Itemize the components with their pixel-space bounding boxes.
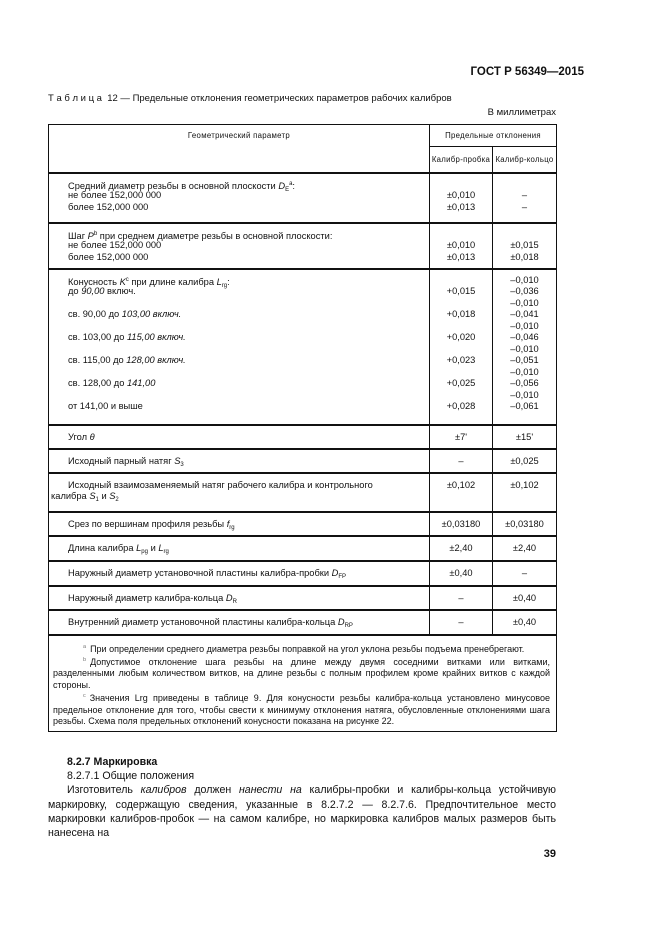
param-line [68, 321, 425, 333]
param-text: более 152,000 000 [68, 201, 149, 212]
ring-value: –0,010 [510, 297, 539, 308]
param-line [51, 593, 425, 605]
footnote-mark: b [83, 656, 87, 663]
param-cell [49, 610, 430, 635]
text: калибров [140, 784, 187, 797]
param-cell [49, 561, 430, 586]
param-text: Исходный взаимозаменяемый натяг рабочего калибра и контрольного [68, 479, 373, 490]
plug-value: – [458, 592, 464, 603]
ring-value: –0,036 [510, 286, 539, 296]
footnotes-row [49, 635, 557, 732]
plug-value [432, 229, 490, 241]
param-text: 1 [95, 497, 99, 503]
param-text: 2 [115, 497, 119, 503]
table-row [49, 269, 557, 425]
param-line [68, 229, 425, 241]
plug-value: ±7' [454, 431, 468, 442]
plug-value-cell [430, 586, 493, 610]
param-text: 141,00 [126, 378, 156, 388]
table-row [49, 425, 557, 449]
plug-value: ±0,102 [446, 479, 476, 490]
table-row [49, 173, 557, 223]
param-text: D [331, 567, 339, 578]
param-text: калибра [51, 491, 90, 501]
plug-value: +0,025 [446, 378, 476, 388]
plug-value: ±0,013 [446, 251, 476, 262]
plug-value: ±0,010 [446, 240, 476, 250]
plug-value: ±0,013 [446, 201, 476, 212]
ring-value: –0,041 [510, 309, 539, 319]
ring-value: ±0,40 [512, 616, 537, 627]
param-line [68, 401, 425, 413]
param-line [68, 179, 425, 191]
table-row [49, 449, 557, 473]
param-line [68, 332, 425, 344]
param-line [51, 568, 425, 580]
param-text: f [226, 518, 230, 529]
text: нанести на [238, 784, 302, 797]
text: должен [186, 784, 239, 797]
param-line [68, 309, 425, 321]
ring-value: –0,051 [510, 355, 539, 365]
table-row [49, 223, 557, 269]
plug-value-cell [430, 610, 493, 635]
col-header-param: Геометрический параметр [49, 125, 430, 173]
param-text: не более 152,000 000 [68, 190, 162, 200]
section-title: 8.2.7 Маркировка [67, 756, 158, 768]
plug-value-cell [430, 173, 493, 223]
param-line [68, 190, 425, 202]
param-text: 115,00 включ. [126, 332, 186, 342]
param-line [68, 390, 425, 402]
table-row [49, 610, 557, 635]
param-text: P [87, 230, 94, 241]
footnote [53, 691, 550, 727]
param-line [68, 275, 425, 287]
param-text: Срез по вершинам профиля резьбы [68, 518, 227, 529]
plug-value: +0,020 [446, 332, 476, 342]
param-text: S [89, 491, 96, 501]
plug-value-cell [430, 449, 493, 473]
body-text [48, 755, 556, 840]
param-cell [49, 473, 430, 512]
ring-value-cell [493, 512, 557, 536]
param-text: и [98, 491, 110, 501]
param-cell [49, 425, 430, 449]
param-cell [49, 223, 430, 269]
plug-value: ±0,40 [449, 567, 473, 578]
param-text: Внутренний диаметр установочной пластины калибра-кольца [68, 616, 338, 627]
param-text: Средний диаметр резьбы в основной плоскости [68, 180, 279, 191]
ring-value: ±0,102 [510, 479, 539, 490]
param-line [51, 480, 425, 492]
param-line [68, 344, 425, 356]
page-number: 39 [543, 848, 556, 860]
col-header-deviations: Предельные отклонения [430, 125, 557, 147]
footnote-text: При определении среднего диаметра резьбы поправкой на угол уклона резьбы подъема пренебрегают. [90, 643, 525, 654]
table-units: В миллиметрах [487, 107, 556, 118]
param-line [68, 355, 425, 367]
ring-value [495, 179, 554, 191]
param-text: Длина калибра [68, 542, 137, 553]
param-text: FP [338, 573, 346, 580]
tolerance-table [48, 124, 557, 732]
col-header-ring: Калибр-кольцо [493, 147, 557, 173]
param-text: rg [229, 524, 235, 531]
ring-value-cell [493, 269, 557, 425]
table-caption: Т а б л и ц а 12 — Предельные отклонения геометрических параметров рабочих калибров [48, 93, 452, 104]
param-text: S [174, 455, 181, 466]
plug-value [432, 390, 490, 402]
plug-value-cell [430, 473, 493, 512]
ring-value-cell [493, 173, 557, 223]
param-cell [49, 512, 430, 536]
param-text: 3 [180, 461, 184, 468]
param-text: a [289, 180, 293, 187]
plug-value: +0,023 [446, 355, 476, 365]
param-text: св. 128,00 до [68, 378, 127, 388]
param-line [68, 252, 425, 264]
ring-value: –0,010 [510, 320, 539, 331]
param-text: 90,00 [81, 286, 105, 296]
param-text: при длине калибра [128, 276, 217, 287]
plug-value [432, 344, 490, 356]
footnote-text: Значения Lrg приведены в таблице 9. Для конусности резьбы калибра-кольца установлено минусовое предельное отклонение для того, чтобы свести к минимуму отклонения натяга, обусловленные отклонениями шага резьбы. Схема поля предельных отклонений конусности показана на рисунке 22. [53, 693, 550, 726]
param-line [51, 456, 425, 468]
param-line [68, 240, 425, 252]
param-text: rg [163, 548, 169, 555]
ring-value-cell [493, 586, 557, 610]
param-text: более 152,000 000 [68, 251, 149, 262]
ring-value: –0,010 [510, 343, 539, 354]
param-line [51, 543, 425, 555]
param-text: S [109, 491, 116, 501]
plug-value: ±0,03180 [441, 518, 481, 529]
ring-value: –0,010 [510, 389, 539, 400]
param-text: D [225, 592, 233, 603]
ring-value-cell [493, 473, 557, 512]
plug-value: – [458, 616, 464, 627]
param-text: b [93, 230, 98, 237]
ring-value: – [521, 190, 528, 200]
ring-value-cell [493, 610, 557, 635]
param-text: Шаг [68, 230, 88, 241]
table-row [49, 473, 557, 512]
param-text: E [285, 186, 290, 193]
plug-value [432, 298, 490, 310]
param-text: : [227, 276, 230, 287]
ring-value: ±0,025 [510, 455, 539, 466]
ring-value: ±2,40 [512, 542, 537, 553]
param-text: св. 90,00 до [68, 309, 122, 319]
ring-value: –0,056 [510, 378, 539, 388]
param-text: c [125, 276, 129, 283]
param-text: L [136, 542, 142, 553]
footnote [53, 642, 550, 655]
param-text: до [68, 286, 82, 296]
param-text: : [292, 180, 296, 191]
table-row [49, 561, 557, 586]
ring-value: –0,046 [510, 332, 539, 342]
param-text: 128,00 включ. [126, 355, 186, 365]
paragraph [48, 783, 556, 840]
param-text: D [337, 616, 345, 627]
plug-value-cell [430, 269, 493, 425]
param-cell [49, 173, 430, 223]
param-text: θ [89, 431, 95, 442]
ring-value: ±0,03180 [505, 518, 544, 529]
param-text: rg [221, 282, 228, 289]
param-line [68, 298, 425, 310]
ring-value: – [521, 201, 528, 212]
param-text: Наружный диаметр установочной пластины калибра-пробки [68, 567, 332, 578]
ring-value [495, 229, 554, 241]
plug-value: ±2,40 [449, 542, 473, 553]
ring-value-cell [493, 425, 557, 449]
plug-value: +0,028 [446, 401, 476, 411]
param-text: Наружный диаметр калибра-кольца [68, 592, 226, 603]
param-text: св. 115,00 до [68, 355, 127, 365]
table-row [49, 536, 557, 561]
ring-value: –0,010 [510, 366, 539, 377]
param-text: включ. [104, 286, 136, 296]
ring-value: –0,061 [510, 401, 539, 411]
param-text: D [278, 180, 286, 191]
param-text: L [216, 276, 222, 287]
param-text: при среднем диаметре резьбы в основной плоскости: [97, 230, 333, 241]
param-line [51, 432, 425, 444]
param-text: R [232, 598, 237, 605]
param-text: Исходный парный натяг [68, 455, 175, 466]
param-line [68, 378, 425, 390]
plug-value-cell [430, 536, 493, 561]
plug-value [432, 367, 490, 379]
document-code: ГОСТ Р 56349—2015 [470, 66, 584, 78]
param-text: св. 103,00 до [68, 332, 127, 342]
param-text: и [147, 542, 159, 553]
ring-value: ±0,015 [510, 240, 539, 250]
param-line [68, 202, 425, 214]
param-text: L [158, 542, 164, 553]
text: Изготовитель [67, 784, 141, 797]
table-row [49, 586, 557, 610]
param-cell [49, 269, 430, 425]
plug-value [432, 321, 490, 333]
plug-value: +0,018 [446, 309, 476, 319]
plug-value-cell [430, 512, 493, 536]
plug-value: ±0,010 [446, 190, 476, 200]
footnote-text: Допустимое отклонение шага резьбы на длине между двумя соседними витками или витками, разделенными любым количеством витков, на длине резьбы с полным профилем кроме крайних витков с каждой стороны. [53, 656, 550, 690]
ring-value: – [521, 567, 528, 578]
plug-value-cell [430, 561, 493, 586]
footnote-mark: a [83, 643, 87, 650]
param-text: Конусность [68, 276, 120, 287]
col-header-plug: Калибр-пробка [430, 147, 493, 173]
subsection-title: 8.2.7.1 Общие положения [67, 770, 195, 783]
param-line [51, 519, 425, 531]
param-text: Угол [68, 431, 90, 442]
param-text: K [119, 276, 126, 287]
plug-value [432, 179, 490, 191]
param-cell [49, 449, 430, 473]
footnote-mark: c [83, 693, 86, 700]
ring-value-cell [493, 561, 557, 586]
param-text: pg [141, 548, 148, 555]
ring-value: ±15' [515, 431, 534, 442]
ring-value: ±0,018 [510, 251, 539, 262]
ring-value: –0,010 [510, 274, 539, 285]
param-cell [49, 536, 430, 561]
param-line [51, 491, 425, 503]
param-text: от 141,00 и выше [68, 401, 143, 411]
param-text: 103,00 включ. [121, 309, 182, 319]
param-text: RP [344, 622, 353, 629]
ring-value: ±0,40 [512, 592, 537, 603]
footnote [53, 655, 550, 691]
plug-value: – [458, 455, 464, 466]
plug-value-cell [430, 223, 493, 269]
table-body [49, 173, 557, 732]
footnotes [49, 635, 557, 732]
ring-value-cell [493, 223, 557, 269]
ring-value-cell [493, 449, 557, 473]
ring-value-cell [493, 536, 557, 561]
plug-value [432, 275, 490, 287]
plug-value: +0,015 [446, 286, 476, 296]
param-line [68, 286, 425, 298]
table-row [49, 512, 557, 536]
param-text: не более 152,000 000 [68, 240, 162, 250]
text: калибры-пробки и калибры-кольца устойчивую маркировку, содержащую сведения, указанные в 8.2.7.2 — 8.2.7.6. Предпочтительное место маркировки калибров-пробок — на самом калибре, но маркировка калибров малых размеров быть нанесена на [48, 784, 556, 840]
param-line [68, 367, 425, 379]
param-cell [49, 586, 430, 610]
plug-value-cell [430, 425, 493, 449]
param-line [51, 617, 425, 629]
